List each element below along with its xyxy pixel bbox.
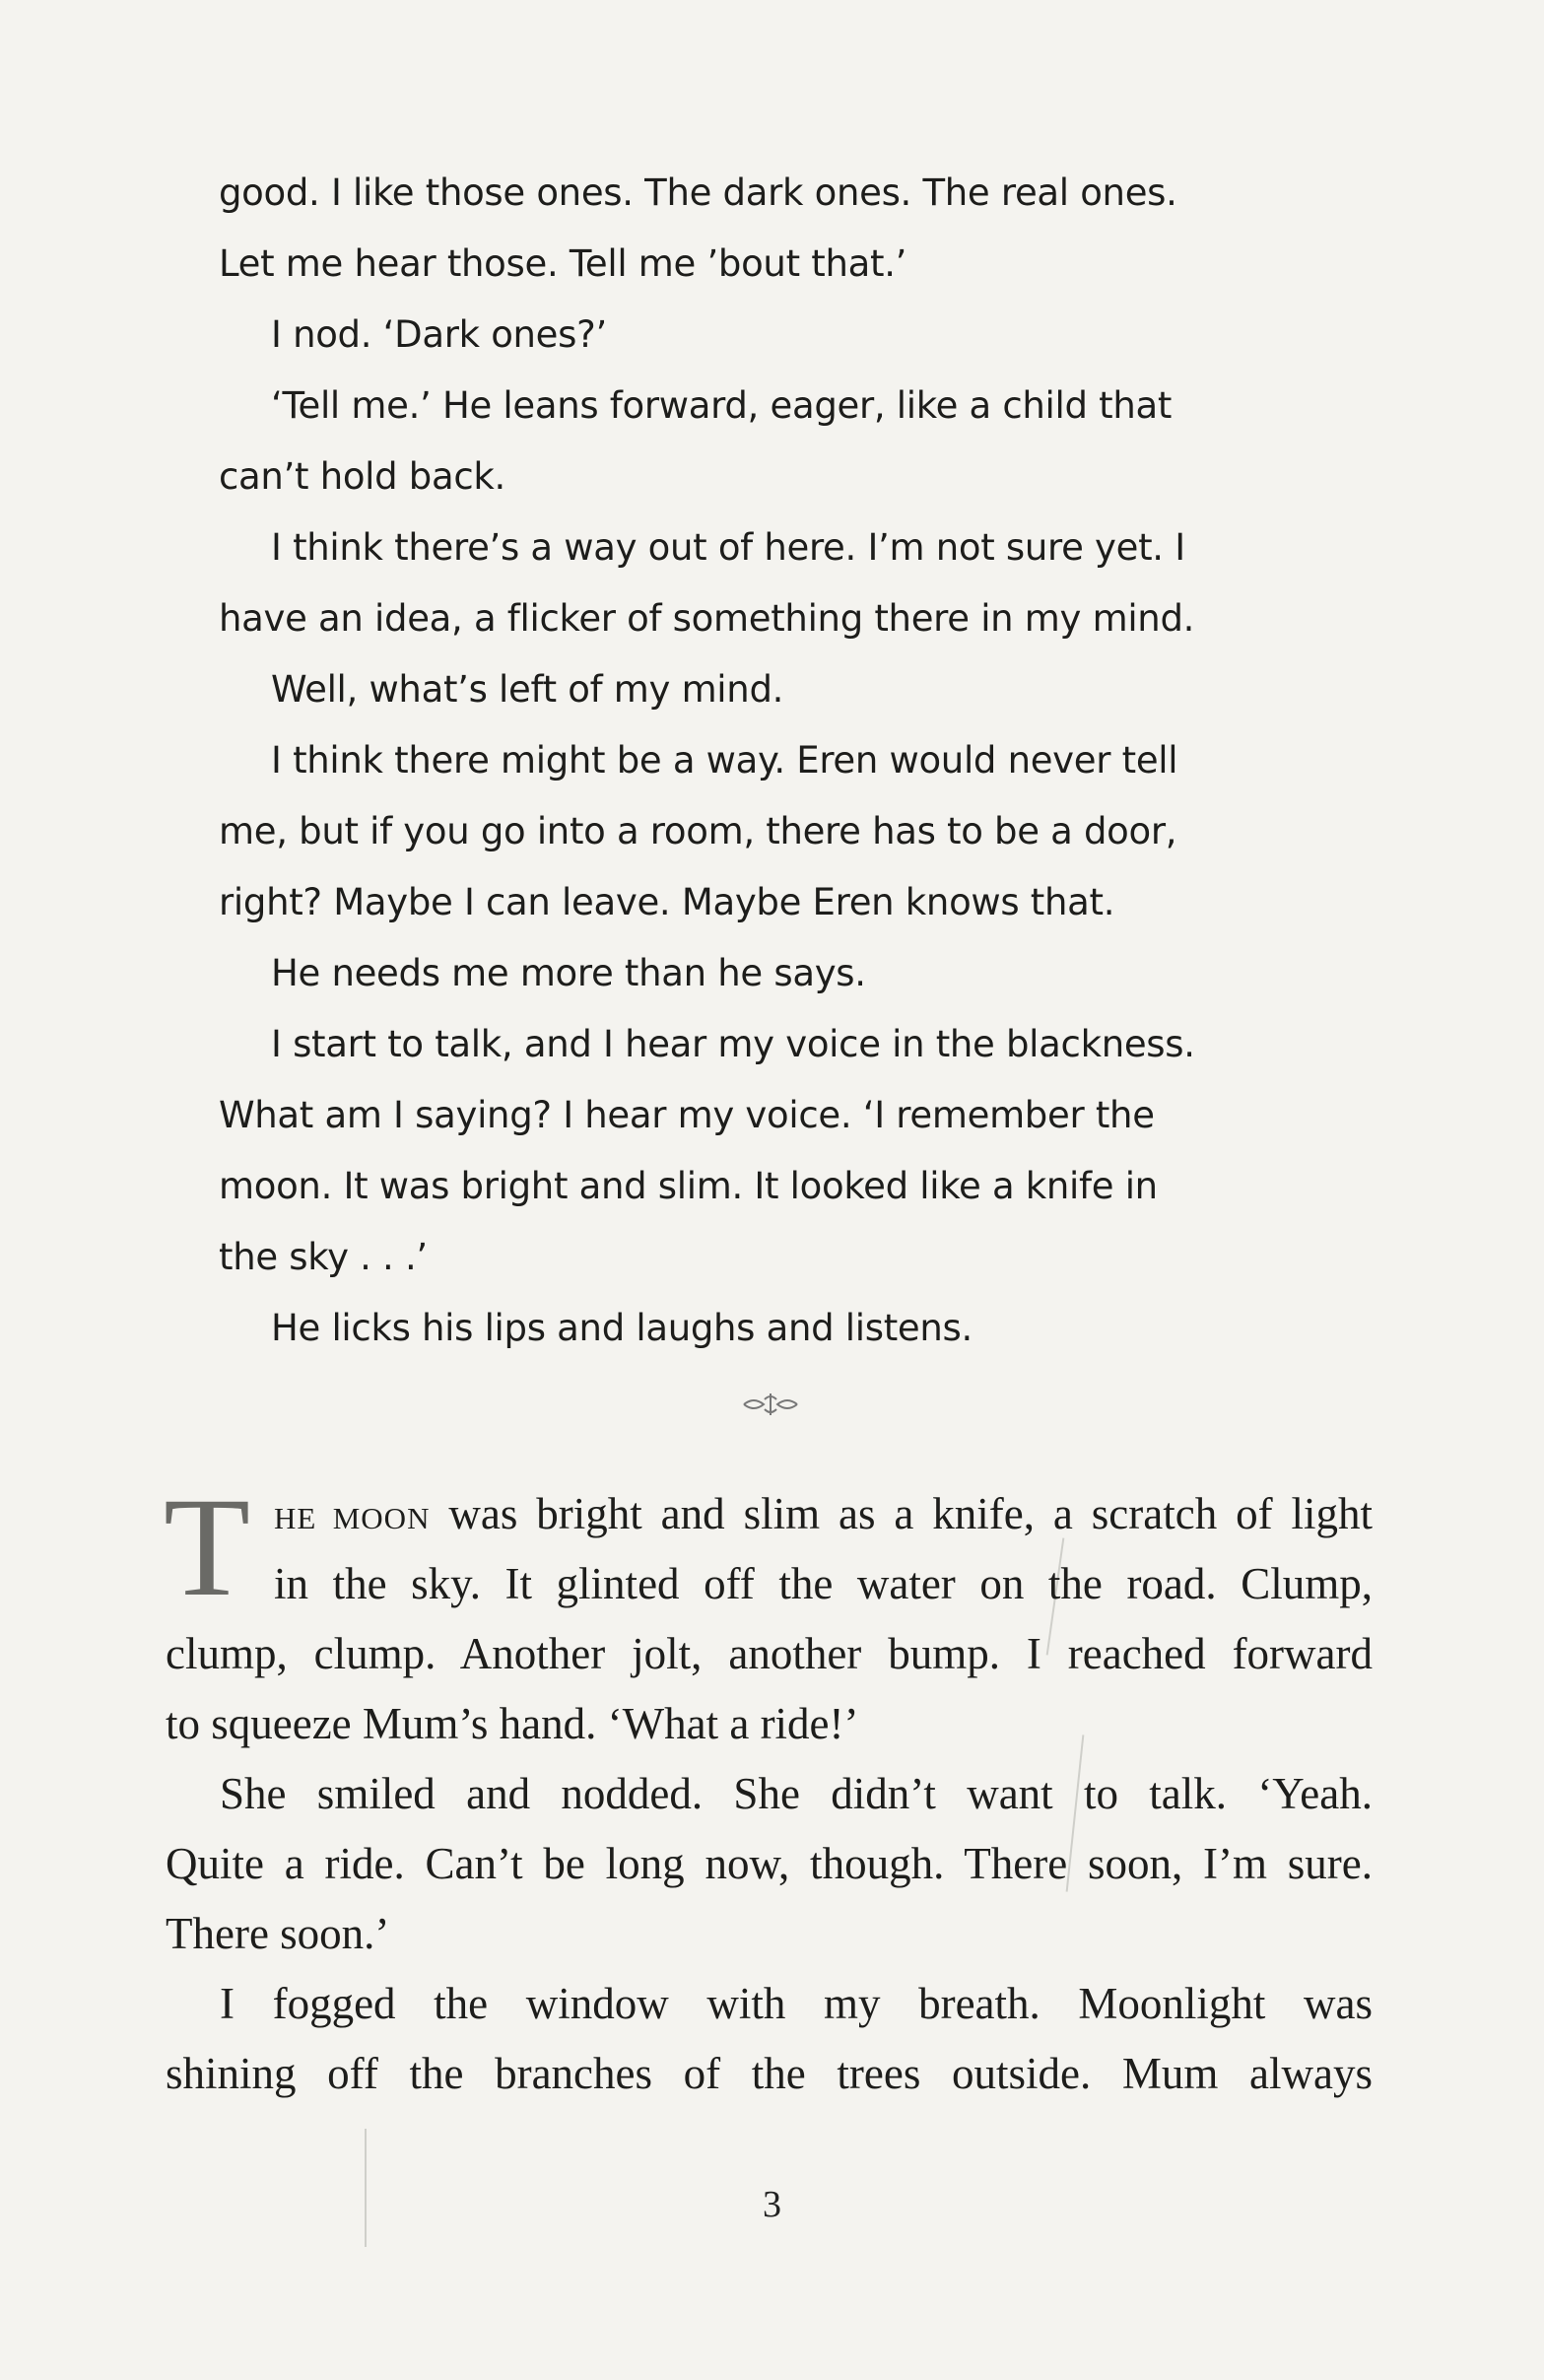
paragraph-line: He needs me more than he says. <box>271 952 866 994</box>
paragraph-line: I fogged the window with my breath. Moonlight was <box>220 1979 1373 2028</box>
paragraph-line: I nod. ‘Dark ones?’ <box>271 313 607 356</box>
paragraph-line: I start to talk, and I hear my voice in the blackness. <box>271 1023 1195 1065</box>
paragraph-line: What am I saying? I hear my voice. ‘I remember the <box>219 1094 1155 1136</box>
paragraph-line: good. I like those ones. The dark ones. The real ones. <box>219 171 1177 214</box>
paragraph-line: ‘Tell me.’ He leans forward, eager, like a child that <box>271 384 1173 427</box>
paragraph-line: me, but if you go into a room, there has to be a door, <box>219 810 1177 852</box>
paragraph-line: shining off the branches of the trees outside. Mum always <box>166 2049 1373 2098</box>
paragraph-line: clump, clump. Another jolt, another bump. I reached forward <box>166 1629 1373 1678</box>
lower-first-line <box>166 1479 1373 1549</box>
first-line-text: was bright and slim as a knife, a scratch of light <box>448 1489 1373 1538</box>
paragraph-line: I think there’s a way out of here. I’m not sure yet. I <box>271 526 1185 569</box>
paragraph-line: moon. It was bright and slim. It looked like a knife in <box>219 1165 1158 1207</box>
paragraph-line: I think there might be a way. Eren would never tell <box>271 739 1178 782</box>
paragraph-line: right? Maybe I can leave. Maybe Eren knows that. <box>219 881 1115 923</box>
paragraph-line: Let me hear those. Tell me ’bout that.’ <box>219 242 907 285</box>
drop-cap: T <box>164 1469 250 1626</box>
paragraph-line: can’t hold back. <box>219 455 506 498</box>
paragraph-line: He licks his lips and laughs and listens. <box>271 1307 973 1349</box>
paragraph-line: Quite a ride. Can’t be long now, though. There soon, I’m sure. <box>166 1839 1373 1888</box>
section-break-ornament <box>736 1390 805 1419</box>
lower-second-line: in the sky. It glinted off the water on the road. Clump, <box>274 1559 1373 1608</box>
paragraph-line: have an idea, a flicker of something there in my mind. <box>219 597 1195 640</box>
upper-passage <box>219 158 1303 1364</box>
page-number: 3 <box>763 2184 781 2225</box>
paragraph-line: to squeeze Mum’s hand. ‘What a ride!’ <box>166 1699 859 1748</box>
lower-passage <box>164 1469 1373 2109</box>
paragraph-line: There soon.’ <box>166 1909 390 1958</box>
paragraph-line: She smiled and nodded. She didn’t want to talk. ‘Yeah. <box>220 1769 1373 1818</box>
paragraph-line: the sky . . .’ <box>219 1236 428 1278</box>
paragraph-line: Well, what’s left of my mind. <box>271 668 784 711</box>
small-caps-lead: HE MOON <box>274 1501 431 1535</box>
